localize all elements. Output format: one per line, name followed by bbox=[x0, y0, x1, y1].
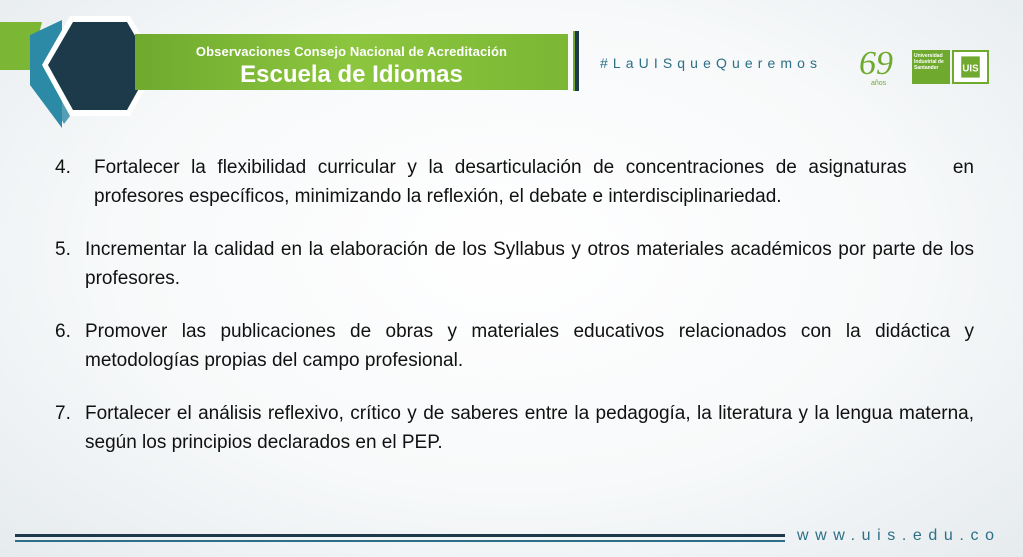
list-item-text: Fortalecer el análisis reflexivo, crítico y de saberes entre la pedagogía, la literatura y la lengua materna, según los principios declarados en el PEP. bbox=[85, 403, 974, 453]
logo-69-sub: años bbox=[871, 80, 887, 87]
list-item bbox=[55, 400, 974, 457]
list-item bbox=[55, 318, 974, 375]
footer-url[interactable]: www.uis.edu.co bbox=[797, 527, 1001, 544]
list-item bbox=[55, 236, 974, 293]
header-subtitle: Observaciones Consejo Nacional de Acreditación bbox=[195, 44, 508, 59]
uis-badge-text: UIS bbox=[962, 63, 979, 75]
anniversary-69-logo bbox=[855, 42, 905, 88]
list-item-text: Promover las publicaciones de obras y materiales educativos relacionados con la didáctica y metodologías propias del campo profesional. bbox=[85, 321, 974, 371]
list-item-text: Fortalecer la flexibilidad curricular y la desarticulación de concentraciones de asignaturas en profesores específicos, minimizando la reflexión, el debate e interdisciplinariedad. bbox=[94, 157, 980, 207]
list-item-text: Incrementar la calidad en la elaboración de los Syllabus y otros materiales académicos por parte de los profesores. bbox=[85, 239, 974, 289]
list-item-number: 5. bbox=[55, 239, 71, 260]
list-item bbox=[55, 154, 980, 211]
hashtag-text: #LaUISqueQueremos bbox=[600, 55, 823, 71]
list-item-number: 4. bbox=[55, 157, 71, 178]
page-title: Escuela de Idiomas bbox=[240, 61, 463, 88]
header-title-band bbox=[135, 34, 568, 90]
observations-list bbox=[55, 154, 980, 482]
uis-logo-badge bbox=[952, 50, 989, 84]
uis-logo-text: Universidad Industrial de Santander bbox=[912, 50, 950, 84]
list-item-number: 7. bbox=[55, 403, 71, 424]
footer-divider-lines bbox=[15, 534, 785, 546]
logo-69-number: 69 bbox=[859, 45, 893, 82]
list-item-number: 6. bbox=[55, 321, 71, 342]
header-divider bbox=[573, 31, 579, 91]
